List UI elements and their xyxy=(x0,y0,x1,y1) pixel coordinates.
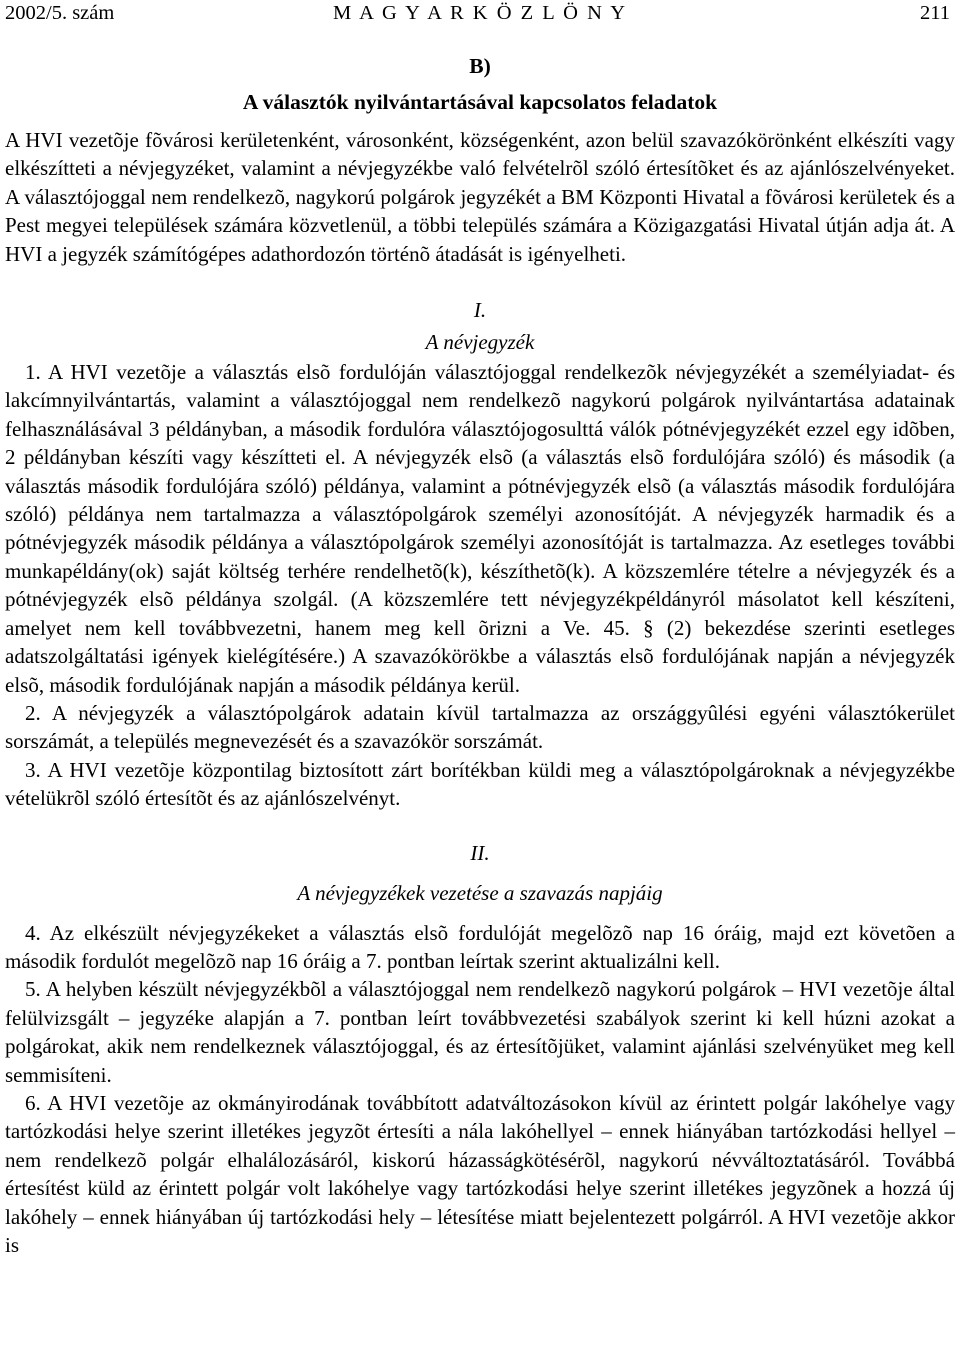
part-1-title: A névjegyzék xyxy=(425,330,535,355)
part-2-title: A névjegyzékek vezetése a szavazás napjáig xyxy=(297,880,663,905)
page-header xyxy=(5,0,955,30)
page-number: 211 xyxy=(920,2,950,24)
section-letter: B) xyxy=(469,54,491,78)
paragraph-3: 3. A HVI vezetõje központilag biztosított zárt borítékban küldi meg a választópolgároknak a névjegyzékbe vételükrõl szóló értesítõt és az ajánlószelvényt. xyxy=(5,757,955,811)
paragraph-5: 5. A helyben készült névjegyzékbõl a választójoggal nem rendelkezõ nagykorú polgárok – HVI vezetõje által felülvizsgált – jegyzéke alapján a 7. pontban leírt továbbvezetési szabályok szerint ki kell húzni azokat a polgárokat, akik nem rendelkeznek választójoggal, és az értesítõjüket, valamint ajánlási szelvényüket meg kell semmisíteni. xyxy=(5,977,955,1087)
paragraph-4: 4. Az elkészült névjegyzékeket a választás elsõ fordulóját megelõzõ nap 16 óráig, majd ezt követõen a második fordulót megelõzõ nap 16 óráig a 7. pontban leírtak szerint aktualizálni kell. xyxy=(5,920,955,973)
issue-number: 2002/5. szám xyxy=(5,2,115,24)
part-1-numeral: I. xyxy=(473,298,487,323)
section-title: A választók nyilvántartásával kapcsolatos feladatok xyxy=(242,90,718,114)
paragraph-6: 6. A HVI vezetõje az okmányirodának továbbított adatváltozásokon kívül az érintett polgár lakóhelye vagy tartózkodási helye szerint illetékes jegyzõt értesíti a nála lakóhellyel – ennek hiányában tartózkodási hellyel – nem rendelkezõ polgár elhalálozásáról, kiskorú házasságkötésérõl, nagykorú névváltoztatásáról. Továbbá értesítést küld az érintett polgár volt lakóhelye vagy tartózkodási helye szerint illetékes jegyzõnek a hozzá új lakóhely – ennek hiányában új tartózkodási hely – létesítése miatt bejelentezett polgárról. A HVI vezetõje akkor is xyxy=(5,1090,955,1257)
paragraph-1: 1. A HVI vezetõje a választás elsõ fordulóján választójoggal rendelkezõk névjegyzékét a személyiadat- és lakcímnyilvántartás, valamint a választójoggal nem rendelkezõ nagykorú polgárok nyilvántartása adatainak felhasználásával 3 példányban, a második fordulóra választójogosulttá válók pótnévjegyzékét ezzel egy idõben, 2 példányban készíti vagy készítteti el. A névjegyzék elsõ (a választás elsõ fordulójára szóló) és második (a választás második fordulójára szóló) példánya, valamint a pótnévjegyzék elsõ (a választás második fordulójára szóló) példánya nem tartalmazza a választópolgárok személyi azonosítóját. A névjegyzék harmadik és a pótnévjegyzék második példánya a választópolgárok személyi azonosítóját is tartalmazza. Az esetleges további munkapéldány(ok) saját költség terhére rendelhetõ(k), készíthetõ(k). A közszemlére tételre a névjegyzék és a pótnévjegyzék elsõ példánya szolgál. (A közszemlére tett névjegyzékpéldányról másolatot kell készíteni, amelyet nem kell továbbvezetni, hanem meg kell õrizni a Ve. 45. § (2) bekezdése szerinti esetleges adatszolgáltatási igények kielégítésére.) A szavazókörökbe a választás elsõ fordulójának napján a névjegyzék elsõ, második fordulójának napján a második példánya kerül. xyxy=(5,360,955,697)
document-page xyxy=(5,0,955,1259)
part-2-numeral: II. xyxy=(470,840,490,865)
paragraph-2: 2. A névjegyzék a választópolgárok adatain kívül tartalmazza az országgyûlési egyéni választókerület sorszámát, a település megnevezését és a szavazókör sorszámát. xyxy=(5,700,955,754)
journal-title: M A G Y A R K Ö Z L Ö N Y xyxy=(332,2,628,24)
intro-paragraph: A HVI vezetõje fõvárosi kerületenként, városonként, községenként, azon belül szavazókörönként elkészíti vagy elkészítteti a névjegyzéket, valamint a névjegyzékbe való felvételrõl szóló értesítõket és az ajánlószelvényeket. A választójoggal nem rendelkezõ, nagykorú polgárok jegyzékét a BM Központi Hivatal a fõvárosi kerületek és a Pest megyei települések számára közvetlenül, a többi település számára a Közigazgatási Hivatal útján adja át. A HVI a jegyzék számítógépes adathordozón történõ átadását is igényelheti. xyxy=(5,128,955,266)
